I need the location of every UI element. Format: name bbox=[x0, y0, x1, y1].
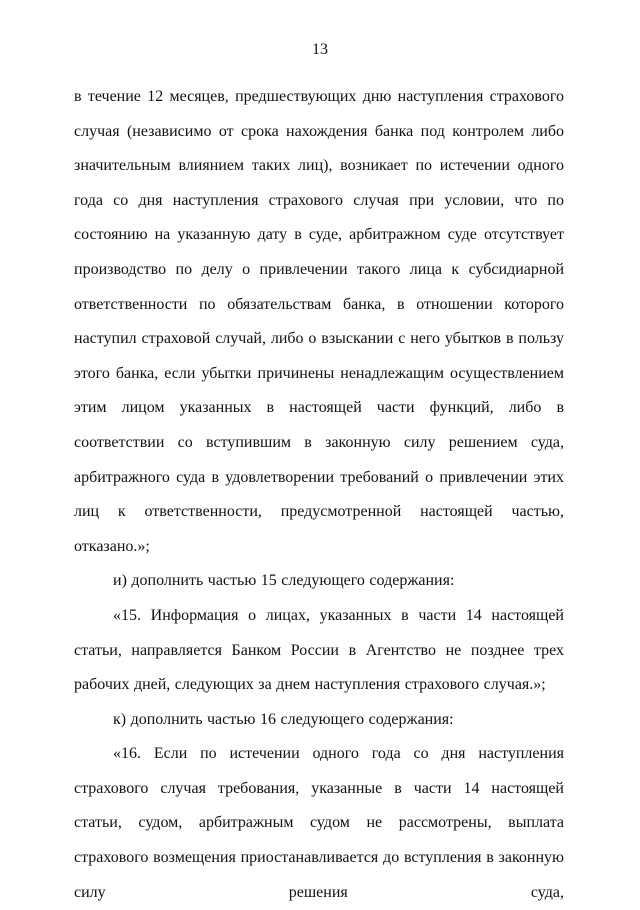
paragraph-item-i: и) дополнить частью 15 следующего содержания: bbox=[113, 572, 455, 590]
page-number: 13 bbox=[312, 41, 328, 58]
paragraph-part-16: «16. Если по истечении одного года со дня наступления страхового случая требования, указанные в части 14 настоящей статьи, судом, арбитражным судом не рассмотрены, выплата страхового возмещения приостанавливается до вступления в законную силу решения суда, bbox=[74, 745, 564, 901]
paragraph-continuation: в течение 12 месяцев, предшествующих дню наступления страхового случая (независимо от срока нахождения банка под контролем либо значительным влиянием таких лиц), возникает по истечении одного года со дня наступления страхового случая при условии, что по состоянию на указанную дату в суде, арбитражном суде отсутствует производство по делу о привлечении такого лица к субсидиарной ответственности по обязательствам банка, в отношении которого наступил страховой случай, либо о взыскании с него убытков в пользу этого банка, если убытки причинены ненадлежащим осуществлением этим лицом указанных в настоящей части функций, либо в соответствии со вступившим в законную силу решением суда, арбитражного суда в удовлетворении требований о привлечении этих лиц к ответственности, предусмотренной настоящей частью, отказано.»; bbox=[74, 88, 564, 555]
paragraph-part-15: «15. Информация о лицах, указанных в части 14 настоящей статьи, направляется Банком России в Агентство не позднее трех рабочих дней, следующих за днем наступления страхового случая.»; bbox=[74, 606, 564, 694]
document-body bbox=[74, 80, 564, 910]
paragraph-item-k: к) дополнить частью 16 следующего содержания: bbox=[113, 710, 454, 728]
